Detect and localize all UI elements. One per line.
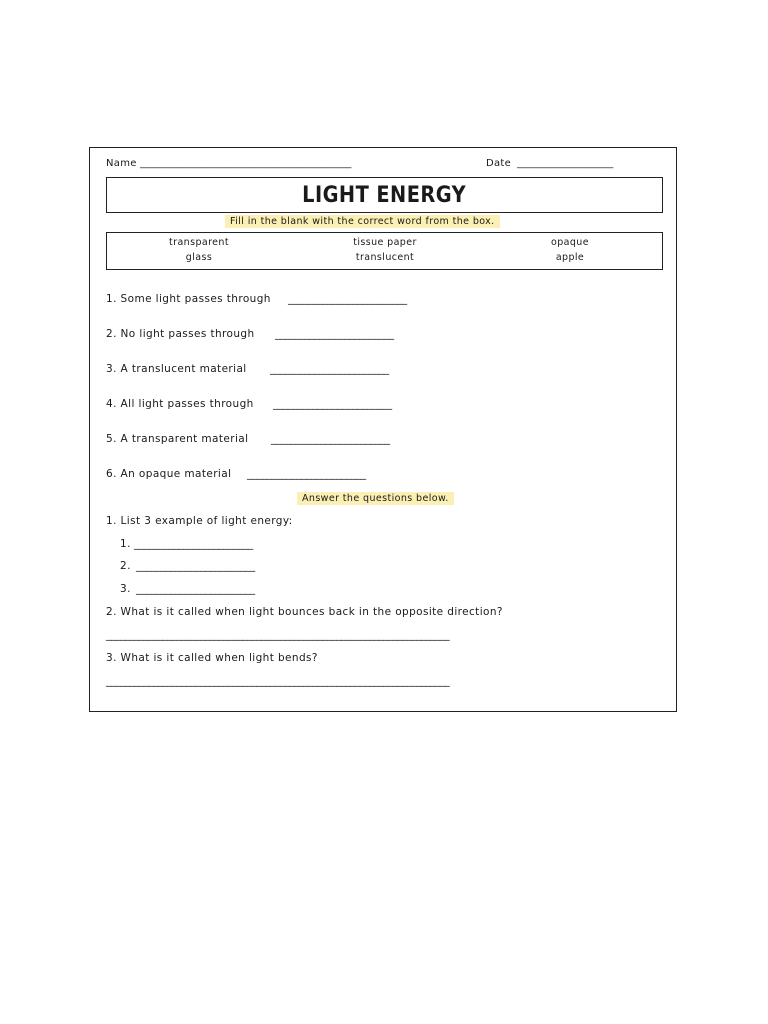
fill-question-3: 3. A translucent material	[106, 363, 247, 375]
word-tissue-paper: tissue paper	[353, 237, 417, 248]
answer-line-3[interactable]: _________________________________________________________________________	[106, 675, 450, 687]
fill-blank-6[interactable]: ________________________	[247, 468, 366, 480]
answer-line-2[interactable]: _________________________________________________________________________	[106, 629, 450, 641]
question-1: 1. List 3 example of light energy:	[106, 515, 293, 527]
page-title: LIGHT ENERGY	[302, 182, 467, 208]
list-blank-1[interactable]: ________________________	[134, 538, 253, 550]
fill-question-5: 5. A transparent material	[106, 433, 249, 445]
fill-blank-4[interactable]: ________________________	[273, 398, 392, 410]
list-blank-2[interactable]: ________________________	[136, 560, 255, 572]
list-number-2: 2.	[120, 560, 131, 572]
fill-blank-3[interactable]: ________________________	[270, 363, 389, 375]
fill-question-6: 6. An opaque material	[106, 468, 232, 480]
list-number-1: 1.	[120, 538, 131, 550]
list-blank-3[interactable]: ________________________	[136, 583, 255, 595]
fill-question-2: 2. No light passes through	[106, 328, 255, 340]
list-number-3: 3.	[120, 583, 131, 595]
date-blank[interactable]: ____________________	[517, 158, 614, 169]
question-2: 2. What is it called when light bounces back in the opposite direction?	[106, 606, 503, 618]
worksheet	[89, 147, 677, 712]
name-blank[interactable]: ____________________________________________	[140, 158, 352, 169]
word-apple: apple	[555, 252, 585, 263]
answer-instruction: Answer the questions below.	[297, 492, 454, 505]
word-translucent: translucent	[355, 252, 415, 263]
word-transparent: transparent	[169, 237, 229, 248]
fill-question-1: 1. Some light passes through	[106, 293, 271, 305]
question-3: 3. What is it called when light bends?	[106, 652, 318, 664]
name-label: Name	[106, 158, 137, 169]
fill-question-4: 4. All light passes through	[106, 398, 254, 410]
fill-blank-5[interactable]: ________________________	[271, 433, 390, 445]
word-bank	[106, 232, 663, 270]
fill-blank-2[interactable]: ________________________	[275, 328, 394, 340]
fill-blank-1[interactable]: ________________________	[288, 293, 407, 305]
fill-instruction: Fill in the blank with the correct word from the box.	[225, 215, 500, 228]
title-box	[106, 177, 663, 213]
word-glass: glass	[185, 252, 213, 263]
word-opaque: opaque	[551, 237, 589, 248]
date-label: Date	[486, 158, 512, 169]
